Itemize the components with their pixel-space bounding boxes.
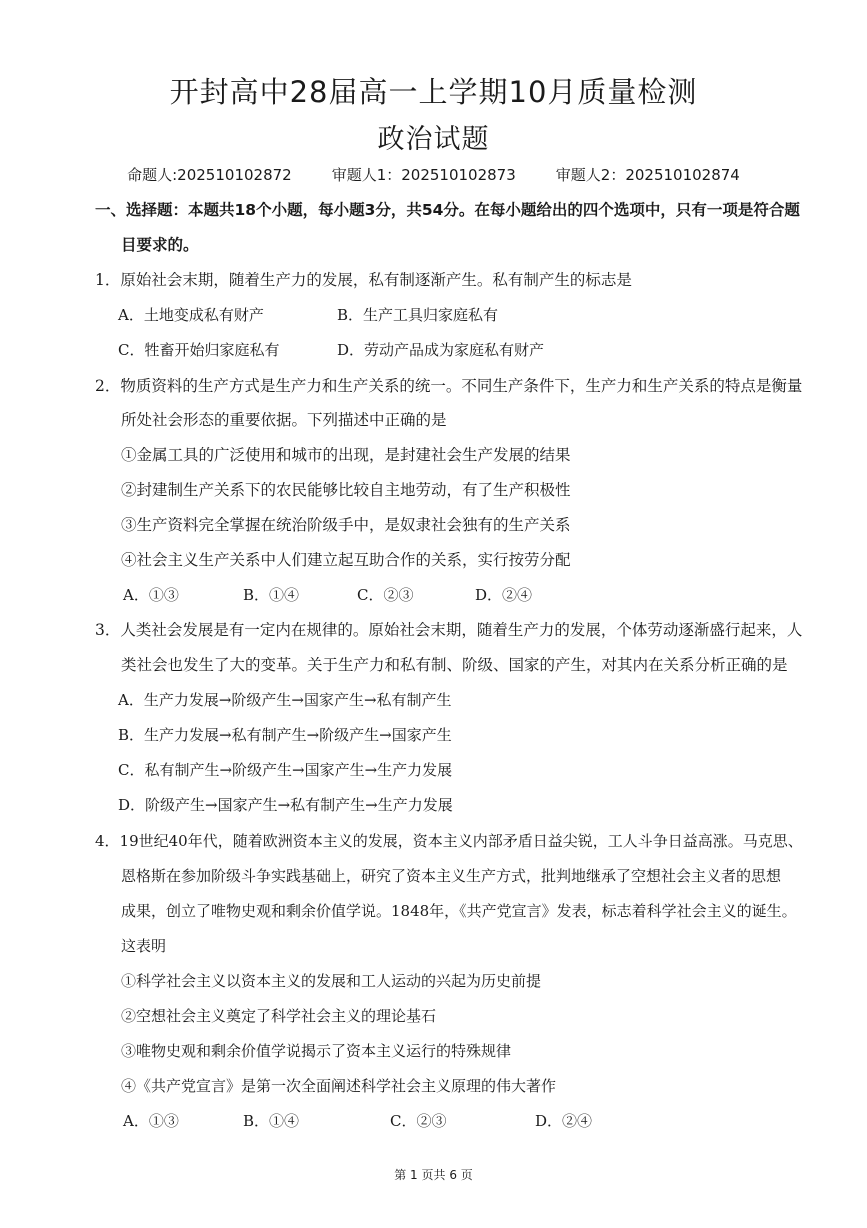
q1-option-d: D．劳动产品成为家庭私有财产 xyxy=(337,341,545,359)
q1-stem: 1．原始社会末期，随着生产力的发展，私有制逐渐产生。私有制产生的标志是 xyxy=(95,271,632,289)
reviewer1-label: 审题人1：202510102873 xyxy=(331,166,516,184)
q4-stem-line2: 恩格斯在参加阶级斗争实践基础上，研究了资本主义生产方式，批判地继承了空想社会主义者的思想 xyxy=(121,867,782,885)
exam-title: 开封高中28届高一上学期10月质量检测 xyxy=(169,75,698,109)
q2-statement-1: ①金属工具的广泛使用和城市的出现，是封建社会生产发展的结果 xyxy=(121,446,571,464)
section-heading-line1: 一、选择题：本题共18个小题，每小题3分，共54分。在每小题给出的四个选项中，只有一项是符合题 xyxy=(95,201,800,219)
q1-option-b: B．生产工具归家庭私有 xyxy=(337,306,499,324)
q2-statement-4: ④社会主义生产关系中人们建立起互助合作的关系，实行按劳分配 xyxy=(121,551,571,569)
q1-option-c: C．牲畜开始归家庭私有 xyxy=(118,341,280,359)
q3-stem-line1: 3．人类社会发展是有一定内在规律的。原始社会末期，随着生产力的发展，个体劳动逐渐盛行起来，人 xyxy=(95,621,803,639)
reviewer2-label: 审题人2：202510102874 xyxy=(555,166,740,184)
setter-label: 命题人:202510102872 xyxy=(127,166,292,184)
q2-stem-line1: 2．物质资料的生产方式是生产力和生产关系的统一。不同生产条件下，生产力和生产关系的特点是衡量 xyxy=(95,377,803,395)
q4-statement-3: ③唯物史观和剩余价值学说揭示了资本主义运行的特殊规律 xyxy=(121,1042,512,1060)
q2-stem-line2: 所处社会形态的重要依据。下列描述中正确的是 xyxy=(121,411,447,429)
q2-statement-2: ②封建制生产关系下的农民能够比较自主地劳动，有了生产积极性 xyxy=(121,481,571,499)
q4-stem-line1: 4．19世纪40年代，随着欧洲资本主义的发展，资本主义内部矛盾日益尖锐，工人斗争日益高涨。马克思、 xyxy=(95,832,803,850)
q2-option-d: D．②④ xyxy=(475,586,533,604)
q2-option-c: C．②③ xyxy=(357,586,414,604)
q2-statement-3: ③生产资料完全掌握在统治阶级手中，是奴隶社会独有的生产关系 xyxy=(121,516,571,534)
q1-option-a: A．土地变成私有财产 xyxy=(118,306,264,324)
q3-option-c: C．私有制产生→阶级产生→国家产生→生产力发展 xyxy=(118,761,453,779)
author-line xyxy=(0,164,867,185)
q4-statement-4: ④《共产党宣言》是第一次全面阐述科学社会主义原理的伟大著作 xyxy=(121,1077,557,1095)
q3-stem-line2: 类社会也发生了大的变革。关于生产力和私有制、阶级、国家的产生，对其内在关系分析正确的是 xyxy=(121,656,788,674)
q4-stem-line4: 这表明 xyxy=(121,937,167,955)
q3-option-d: D．阶级产生→国家产生→私有制产生→生产力发展 xyxy=(118,796,453,814)
q4-option-c: C．②③ xyxy=(390,1112,447,1130)
exam-subtitle: 政治试题 xyxy=(377,124,490,155)
q4-statement-1: ①科学社会主义以资本主义的发展和工人运动的兴起为历史前提 xyxy=(121,972,542,990)
q3-option-b: B．生产力发展→私有制产生→阶级产生→国家产生 xyxy=(118,726,452,744)
page-footer: 第 1 页共 6 页 xyxy=(394,1168,473,1182)
q4-option-d: D．②④ xyxy=(535,1112,593,1130)
q4-statement-2: ②空想社会主义奠定了科学社会主义的理论基石 xyxy=(121,1007,437,1025)
q4-stem-line3: 成果，创立了唯物史观和剩余价值学说。1848年，《共产党宣言》发表，标志着科学社会主义的诞生。 xyxy=(121,902,797,920)
q2-option-a: A．①③ xyxy=(123,586,179,604)
q3-option-a: A．生产力发展→阶级产生→国家产生→私有制产生 xyxy=(118,691,452,709)
section-heading-line2: 目要求的。 xyxy=(121,236,199,254)
q2-option-b: B．①④ xyxy=(243,586,300,604)
q4-option-b: B．①④ xyxy=(243,1112,300,1130)
q4-option-a: A．①③ xyxy=(123,1112,179,1130)
